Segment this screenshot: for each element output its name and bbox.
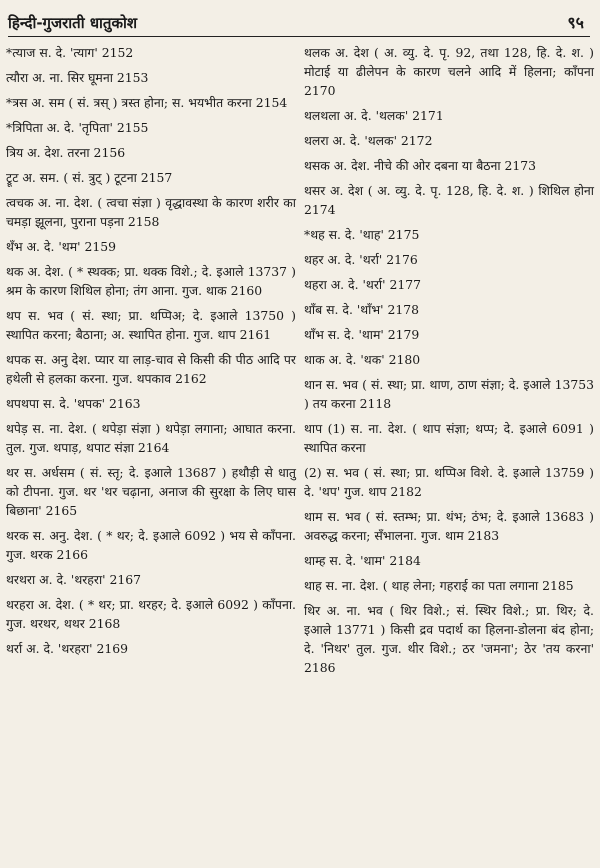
- dictionary-entry: थाँभ स. दे. 'थाम' 2179: [304, 327, 420, 342]
- dictionary-entry: थपेड़ स. ना. देश. ( थपेड़ा संज्ञा ) थपेड़ा लगाना; आघात करना. तुल. गुज. थपाड़, थपाट संज्ञा 2164: [6, 421, 296, 455]
- dictionary-entry: थान स. भव ( सं. स्था; प्रा. थाण, ठाण संज्ञा; दे. इआले 13753 ) तय करना 2118: [304, 377, 594, 411]
- dictionary-entry: थाक अ. दे. 'थक' 2180: [304, 352, 421, 367]
- page-number: ९५: [567, 13, 584, 32]
- dictionary-entry: ट्रूट अ. सम. ( सं. त्रुट् ) टूटना 2157: [6, 170, 173, 185]
- dictionary-entry: थपथपा स. दे. 'थपक' 2163: [6, 396, 141, 411]
- dictionary-entry: थसर अ. देश ( अ. व्यु. दे. पृ. 128, हि. दे. श. ) शिथिल होना 2174: [304, 183, 594, 217]
- right-column: [304, 43, 594, 683]
- dictionary-entry: थाम्ह स. दे. 'थाम' 2184: [304, 553, 421, 568]
- dictionary-entry: *त्याज स. दे. 'त्याग' 2152: [6, 45, 134, 60]
- dictionary-entry: थलथला अ. दे. 'थलक' 2171: [304, 108, 444, 123]
- dictionary-entry: थर्रा अ. दे. 'थरहरा' 2169: [6, 641, 129, 656]
- dictionary-entry: थाप (1) स. ना. देश. ( थाप संज्ञा; थप्प; दे. इआले 6091 ) स्थापित करना: [304, 421, 594, 455]
- dictionary-entry: (2) स. भव ( सं. स्था; प्रा. थप्पिअ विशे. दे. इआले 13759 ) दे. 'थप' गुज. थाप 2182: [304, 465, 594, 499]
- dictionary-entry: थरक स. अनु. देश. ( * थर; दे. इआले 6092 ) भय से काँपना. गुज. थरक 2166: [6, 528, 296, 562]
- dictionary-entry: थर स. अर्धसम ( सं. स्तृ; दे. इआले 13687 ) हथौड़ी से धातु को टीपना. गुज. थर 'थर चढ़ाना, अनाज की सुरक्षा के लिए घास बिछाना' 2165: [6, 465, 296, 518]
- dictionary-entry: थप स. भव ( सं. स्था; प्रा. थप्पिअ; दे. इआले 13750 ) स्थापित करना; बैठाना; अ. स्थापित होना. गुज. थाप 2161: [6, 308, 296, 342]
- dictionary-entry: त्यौरा अ. ना. सिर घूमना 2153: [6, 70, 149, 85]
- running-title: हिन्दी-गुजराती धातुकोश: [8, 14, 138, 32]
- dictionary-entry: थाँब स. दे. 'थाँभ' 2178: [304, 302, 419, 317]
- dictionary-entry: थिर अ. ना. भव ( थिर विशे.; सं. स्थिर विशे.; प्रा. थिर; दे. इआले 13771 ) किसी द्रव पदार्थ का हिलना-डोलना बंद होना; दे. 'निथर' तुल. गुज. थीर विशे.; ठर 'जमना'; ठेर 'तय करना' 2186: [304, 603, 594, 675]
- dictionary-entry: थक अ. देश. ( * स्थक्क; प्रा. थक्क विशे.; दे. इआले 13737 ) श्रम के कारण शिथिल होना; तंग आना. गुज. थाक 2160: [6, 264, 296, 298]
- dictionary-entry: *त्रिपिता अ. दे. 'तृपिता' 2155: [6, 120, 149, 135]
- dictionary-entry: थँभ अ. दे. 'थम' 2159: [6, 239, 116, 254]
- dictionary-entry: थहर अ. दे. 'थर्रा' 2176: [304, 252, 418, 267]
- page-header: [8, 6, 590, 37]
- dictionary-entry: *त्रस अ. सम ( सं. त्रस् ) त्रस्त होना; स. भयभीत करना 2154: [6, 95, 288, 110]
- dictionary-entry: थसक अ. देश. नीचे की ओर दबना या बैठना 2173: [304, 158, 537, 173]
- dictionary-entry: थहरा अ. दे. 'थर्रा' 2177: [304, 277, 421, 292]
- dictionary-entry: थपक स. अनु देश. प्यार या लाड़-चाव से किसी की पीठ आदि पर हथेली से हलका करना. गुज. थपकाव 2162: [6, 352, 296, 386]
- dictionary-entry: थलक अ. देश ( अ. व्यु. दे. पृ. 92, तथा 128, हि. दे. श. ) मोटाई या ढीलेपन के कारण चलने आदि में हिलना; काँपना 2170: [304, 45, 594, 98]
- dictionary-entry: थाम स. भव ( सं. स्तम्भ; प्रा. थंभ; ठंभ; दे. इआले 13683 ) अवरुद्ध करना; सँभालना. गुज. थाम 2183: [304, 509, 594, 543]
- dictionary-entry: थलरा अ. दे. 'थलक' 2172: [304, 133, 433, 148]
- dictionary-entry: त्रिय अ. देश. तरना 2156: [6, 145, 126, 160]
- entry-columns: [6, 43, 594, 683]
- dictionary-entry: *थह स. दे. 'थाह' 2175: [304, 227, 420, 242]
- dictionary-entry: थरथरा अ. दे. 'थरहरा' 2167: [6, 572, 142, 587]
- dictionary-entry: थरहरा अ. देश. ( * थर; प्रा. थरहर; दे. इआले 6092 ) काँपना. गुज. थरथर, थथर 2168: [6, 597, 296, 631]
- dictionary-entry: थाह स. ना. देश. ( थाह लेना; गहराई का पता लगाना 2185: [304, 578, 574, 593]
- dictionary-entry: त्वचक अ. ना. देश. ( त्वचा संज्ञा ) वृद्धावस्था के कारण शरीर का चमड़ा झूलना, पुराना पड़ना 2158: [6, 195, 296, 229]
- left-column: [6, 43, 296, 683]
